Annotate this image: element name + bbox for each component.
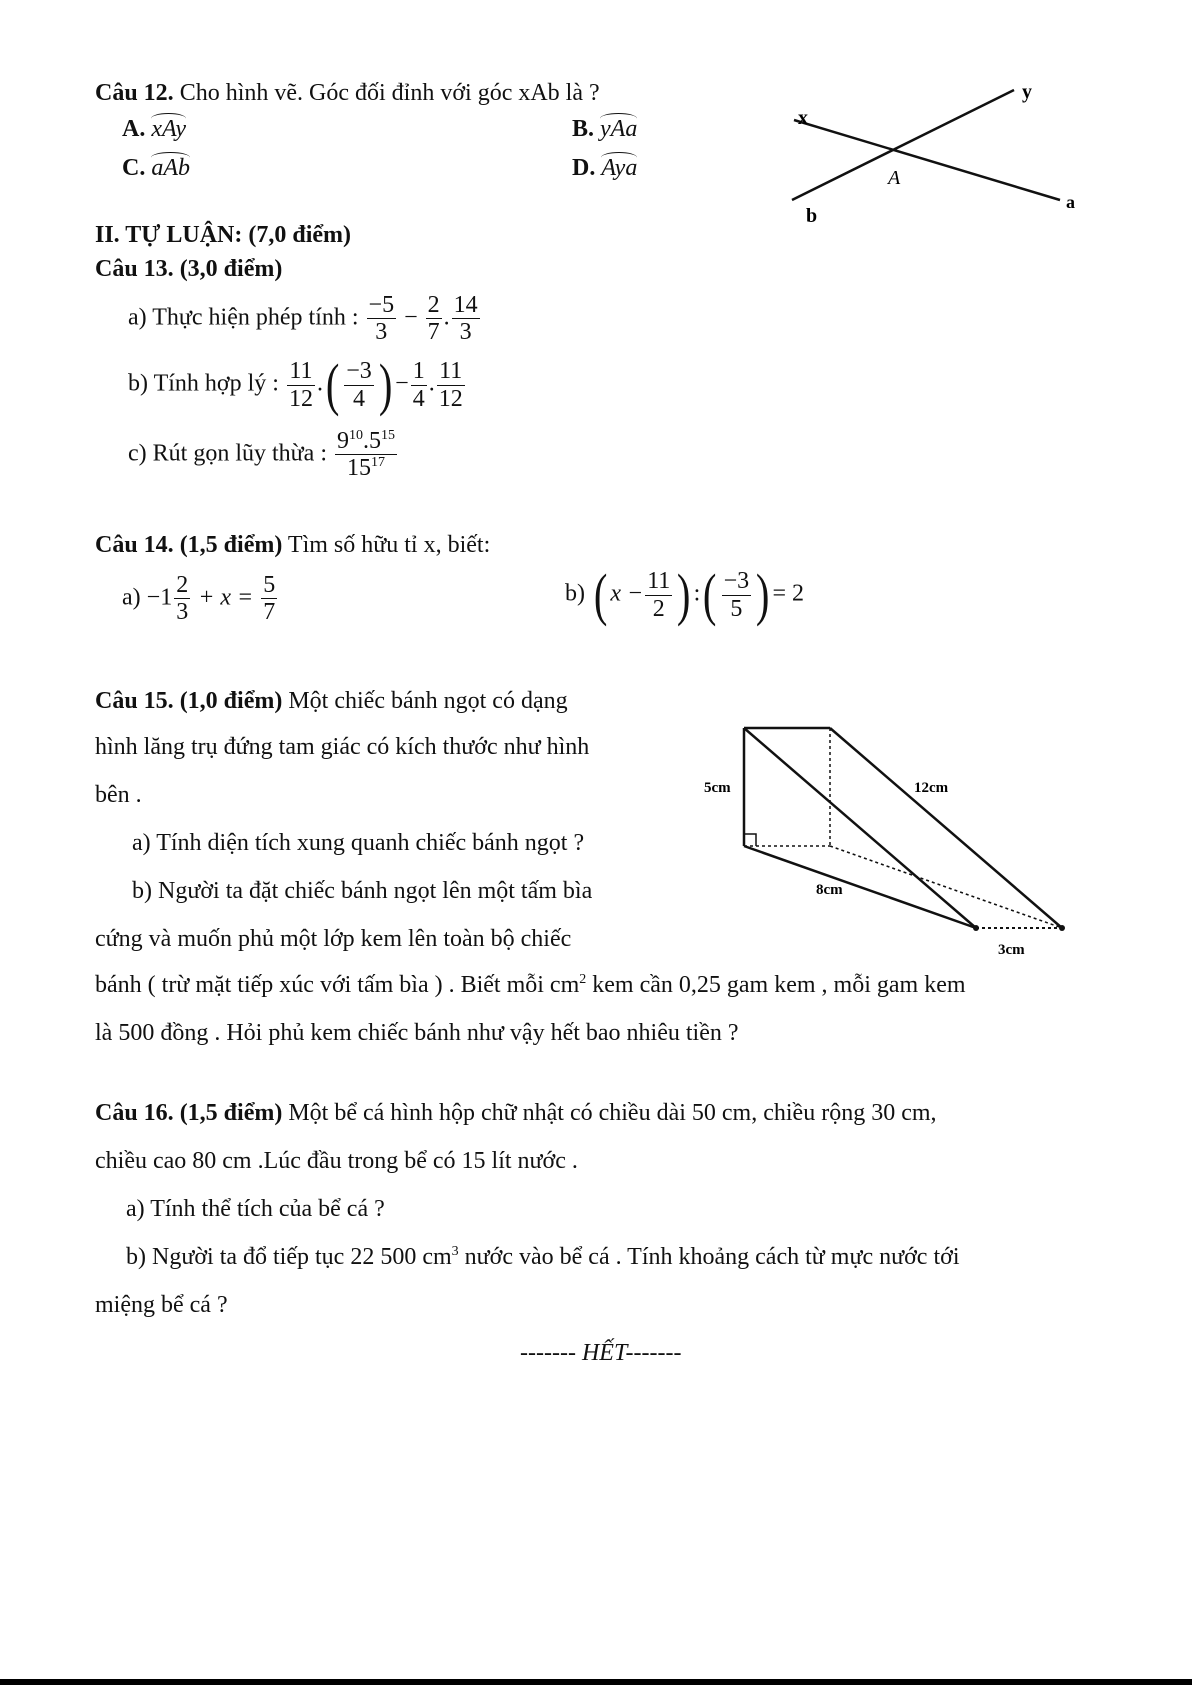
q15-b2: cứng và muốn phủ một lớp kem lên toàn bộ chiếc — [95, 926, 572, 952]
label-x: x — [798, 107, 808, 129]
q13-c: c) Rút gọn lũy thừa : $\frac{9^{10}.5^{15}}{15^{17}}$ — [128, 428, 395, 482]
q16-line2: chiều cao 80 cm .Lúc đầu trong bể có 15 lít nước . — [95, 1148, 578, 1174]
q16-b: b) Người ta đổ tiếp tục 22 500 $cm^3$ nước vào bể cá . Tính khoảng cách từ mực nước tới — [126, 1244, 960, 1270]
bottom-depth-edge — [744, 846, 976, 928]
q12-question — [95, 80, 600, 107]
back-slant-edge — [830, 728, 1062, 928]
part2-title: II. TỰ LUẬN: (7,0 điểm) — [95, 222, 351, 248]
q12-option-b: B. yAa — [572, 116, 638, 142]
line-by — [792, 90, 1014, 200]
end-marker: ------- HẾT------- — [520, 1340, 682, 1366]
vertex-dot — [973, 925, 979, 931]
label-12cm: 12cm — [914, 780, 949, 796]
front-slant-edge — [744, 728, 976, 928]
label-b: b — [806, 205, 818, 227]
q12-option-d: D. Aya — [572, 155, 638, 181]
q12-label: Câu 12. — [95, 80, 174, 106]
q12-figure — [770, 78, 1080, 238]
q12-text: Cho hình vẽ. Góc đối đỉnh với góc xAb là ? — [179, 80, 600, 106]
q12-option-b-value: yAa — [600, 116, 638, 142]
q16-a: a) Tính thể tích của bể cá ? — [126, 1196, 385, 1222]
q15-b3: bánh ( trừ mặt tiếp xúc với tấm bìa ) . Biết mỗi $cm^2$ kem cần 0,25 gam kem , mỗi gam kem — [95, 972, 966, 998]
q15-line3: bên . — [95, 782, 142, 808]
q12-option-d-value: Aya — [601, 155, 638, 181]
q15-prism-figure — [700, 720, 1080, 965]
label-A: A — [888, 167, 901, 189]
q14-a: a) −1 $\frac{2}{3}$ + x = $\frac{5}{7}$ — [122, 572, 276, 626]
label-y: y — [1022, 81, 1032, 103]
label-5cm: 5cm — [704, 780, 731, 796]
q14-header: Câu 14. (1,5 điểm) Tìm số hữu tỉ x, biết: — [95, 532, 491, 558]
label-3cm: 3cm — [998, 942, 1025, 958]
vertex-dot — [1059, 925, 1065, 931]
q16-line1: Câu 16. (1,5 điểm) Một bể cá hình hộp chữ nhật có chiều dài 50 cm, chiều rộng 30 cm, — [95, 1100, 937, 1126]
hidden-edge-diagonal — [830, 846, 1062, 928]
label-a: a — [1066, 192, 1075, 212]
q13-header: Câu 13. (3,0 điểm) — [95, 256, 283, 282]
q12-option-c: C. aAb — [122, 155, 191, 181]
q13-a: a) Thực hiện phép tính : $\frac{-5}{3}$ − $\frac{2}{7}$ . $\frac{14}{3}$ — [128, 292, 478, 346]
q16-b2: miệng bể cá ? — [95, 1292, 228, 1318]
q12-option-a-value: xAy — [151, 116, 186, 142]
bottom-border — [0, 1679, 1192, 1685]
label-8cm: 8cm — [816, 882, 843, 898]
q15-a: a) Tính diện tích xung quanh chiếc bánh ngọt ? — [132, 830, 585, 856]
q15-b1: b) Người ta đặt chiếc bánh ngọt lên một tấm bìa — [132, 878, 593, 904]
q12-option-c-value: aAb — [151, 155, 191, 181]
q12-option-a: A. xAy — [122, 116, 186, 142]
q14-b: b) ( x − $\frac{11}{2}$ ) :( $\frac{-3}{5}$ ) = 2 — [565, 562, 805, 627]
right-angle-mark — [744, 834, 756, 846]
q15-line1: Câu 15. (1,0 điểm) Một chiếc bánh ngọt có dạng — [95, 688, 568, 714]
q13-b: b) Tính hợp lý : $\frac{11}{12}$ .( $\frac{-3}{4}$ ) − $\frac{1}{4}$ . $\frac{11}{12}$ — [128, 352, 463, 417]
q15-b4: là 500 đồng . Hỏi phủ kem chiếc bánh như vậy hết bao nhiêu tiền ? — [95, 1020, 739, 1046]
q15-line2: hình lăng trụ đứng tam giác có kích thước như hình — [95, 734, 590, 760]
